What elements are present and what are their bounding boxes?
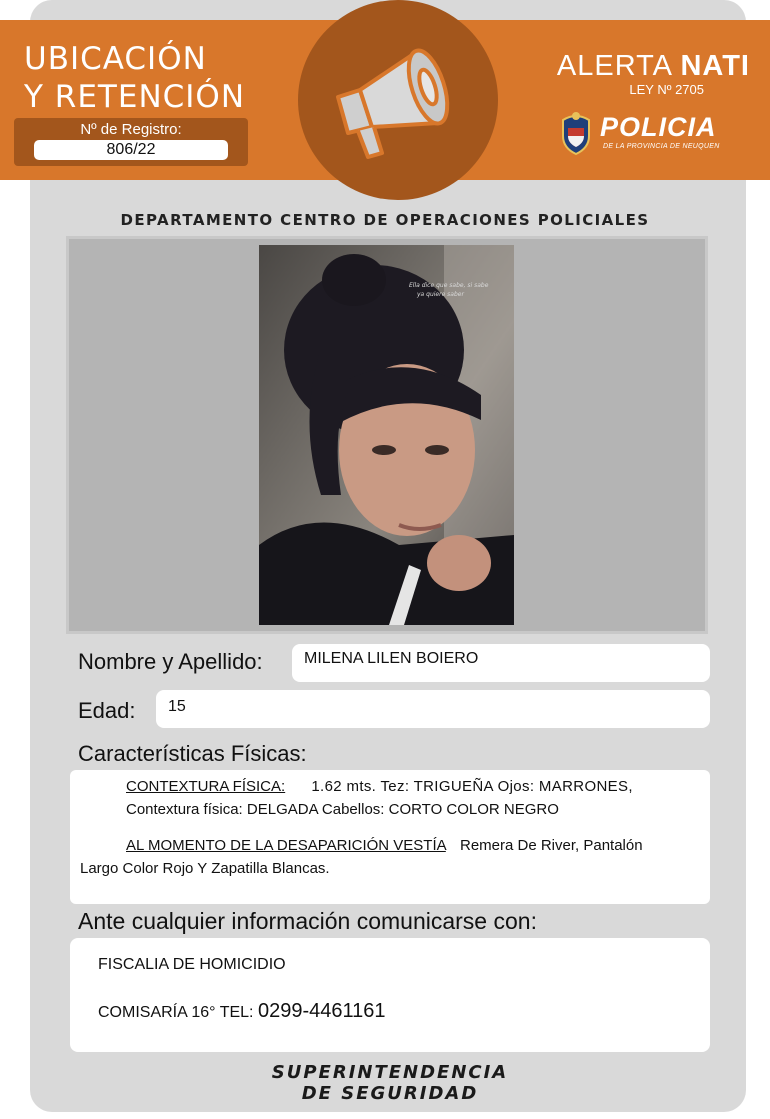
nombre-label: Nombre y Apellido: bbox=[78, 649, 263, 674]
contact-heading: Ante cualquier información comunicarse con: bbox=[78, 908, 537, 934]
alerta-prefix: ALERTA bbox=[556, 50, 672, 82]
footer-line-1: SUPERINTENDENCIA bbox=[271, 1062, 509, 1083]
contextura-text-1: 1.62 mts. Tez: TRIGUEÑA Ojos: MARRONES, bbox=[311, 778, 633, 795]
police-shield-icon bbox=[559, 110, 593, 156]
vestia-text-1: Remera De River, Pantalón bbox=[459, 837, 643, 854]
contextura-label: CONTEXTURA FÍSICA: bbox=[126, 778, 286, 795]
footer-title bbox=[0, 1062, 770, 1104]
person-photo bbox=[259, 245, 514, 625]
contact-phone: 0299-4461161 bbox=[257, 1000, 386, 1022]
photo-caption-line-2: ya quiere saber bbox=[417, 291, 464, 298]
title-line-2: Y RETENCIÓN bbox=[24, 79, 246, 115]
contact-line-1: FISCALIA DE HOMICIDIO bbox=[98, 956, 286, 973]
edad-value: 15 bbox=[156, 690, 710, 728]
description-box bbox=[70, 770, 710, 904]
contact-box bbox=[70, 938, 710, 1052]
contextura-text-2: Contextura física: DELGADA Cabellos: CORTO COLOR NEGRO bbox=[126, 801, 559, 818]
title-line-1: UBICACIÓN bbox=[24, 41, 207, 77]
edad-label: Edad: bbox=[78, 698, 136, 723]
header-title bbox=[24, 40, 245, 116]
footer-line-2: DE SEGURIDAD bbox=[301, 1083, 479, 1104]
registro-value: 806/22 bbox=[34, 140, 228, 160]
department-title: DEPARTAMENTO CENTRO DE OPERACIONES POLICIALES bbox=[120, 211, 650, 229]
registro-box bbox=[14, 118, 248, 166]
ley-text: LEY Nº 2705 bbox=[629, 82, 704, 97]
policia-logo-text: POLICIA bbox=[600, 112, 717, 142]
registro-label: Nº de Registro: bbox=[80, 121, 182, 138]
alerta-block bbox=[557, 50, 750, 97]
megaphone-icon bbox=[320, 35, 470, 160]
vestia-text-2: Largo Color Rojo Y Zapatilla Blancas. bbox=[80, 860, 330, 877]
caracteristicas-label: Características Físicas: bbox=[78, 741, 307, 766]
alerta-name: NATI bbox=[680, 50, 750, 82]
nombre-value: MILENA LILEN BOIERO bbox=[292, 644, 710, 682]
photo-caption-line-1: Ella dice que sabe, si sabe bbox=[409, 282, 489, 289]
policia-subtitle: DE LA PROVINCIA DE NEUQUEN bbox=[603, 143, 720, 150]
contact-line-2-label: COMISARÍA 16° TEL: bbox=[98, 1004, 254, 1021]
vestia-label: AL MOMENTO DE LA DESAPARICIÓN VESTÍA bbox=[126, 837, 446, 854]
